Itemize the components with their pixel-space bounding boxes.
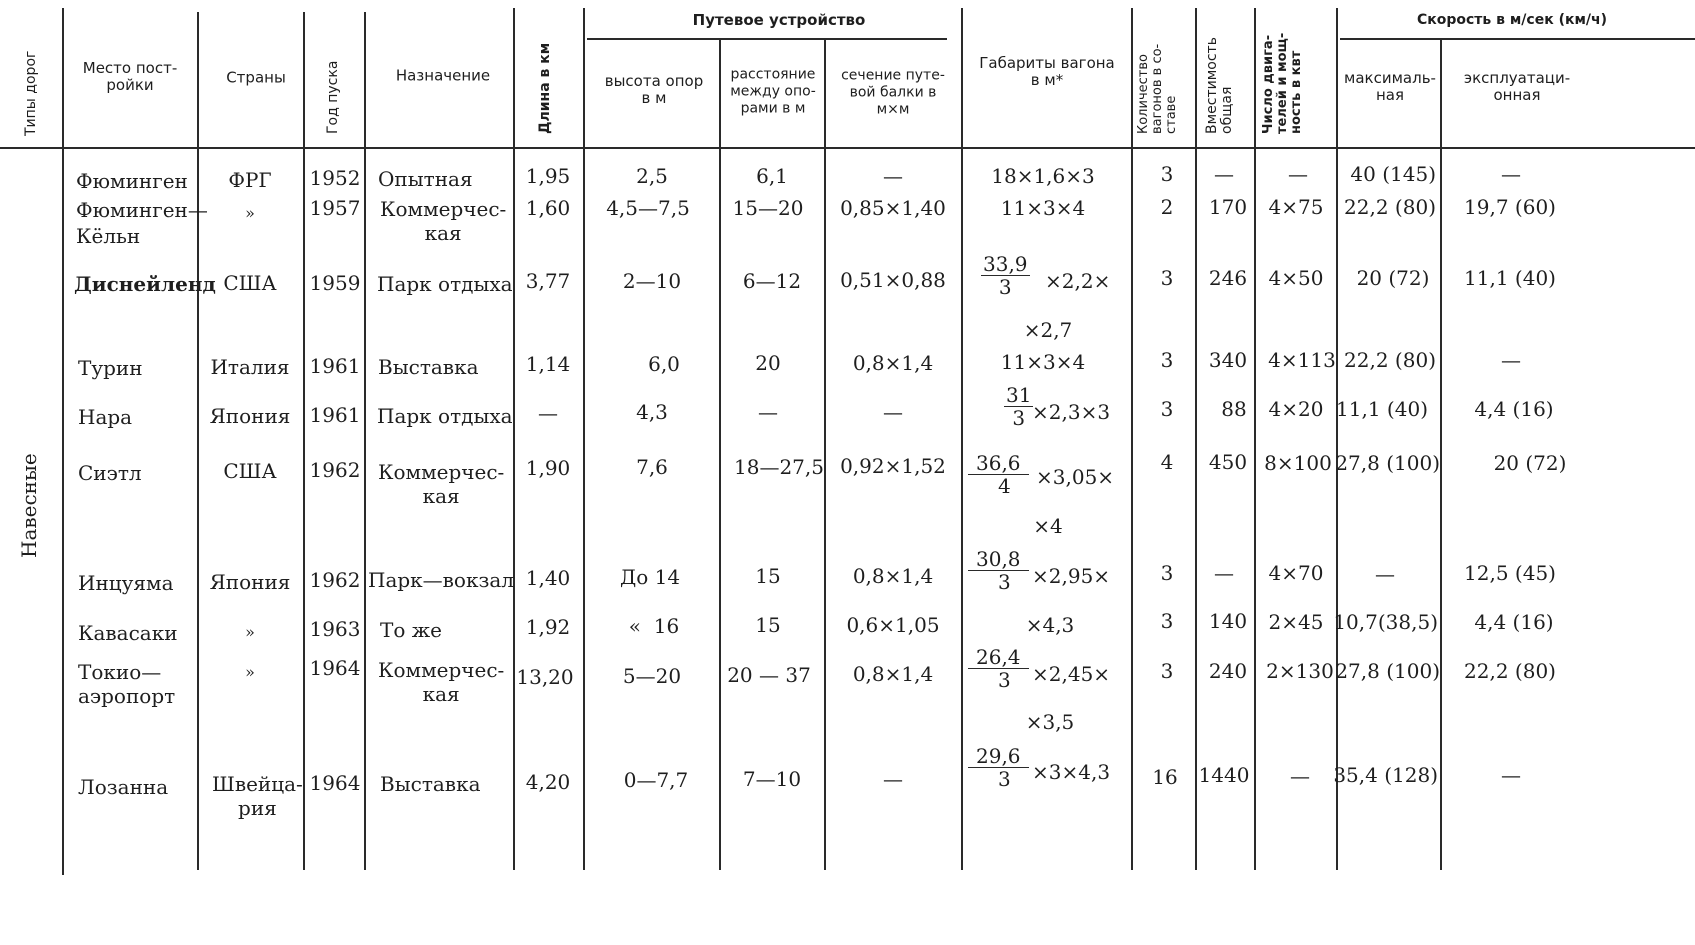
header-purpose: Назначение [395,66,491,85]
cell-dims-cont: ×2,7 [1023,318,1073,342]
cell-year: 1963 [309,617,361,641]
cell-cars: 3 [1160,266,1174,290]
cell-dims-cont: ×4,3 [1025,613,1075,637]
cell-vmax: 22,2 (80) [1344,348,1436,372]
cell-section: 0,51×0,88 [840,268,946,292]
rule-v-cars [1195,8,1197,870]
cell-length: 1,90 [525,456,571,480]
rule-h-speed-group [1340,38,1695,40]
cell-voper: 4,4 (16) [1474,397,1554,421]
cell-motors: 2×130 [1266,659,1334,683]
cell-motors: 4×20 [1268,397,1324,421]
cell-height: 2—10 [622,269,682,293]
cell-purpose: Парк отдыха [377,272,513,296]
cell-section: 0,85×1,40 [840,196,946,220]
cell-dims: 18×1,6×3 [991,164,1095,188]
cell-country: Япония [209,570,291,594]
cell-purpose: То же [380,618,442,642]
cell-place: Турин [78,356,143,380]
cell-motors: 8×100 [1264,451,1332,475]
cell-place: Лозанна [78,775,169,799]
cell-place: Инцуяма [78,571,174,595]
cell-voper: 12,5 (45) [1464,561,1556,585]
cell-spacing: 20 [755,351,781,375]
cell-country: ФРГ [228,168,272,192]
cell-purpose: Коммерчес- кая [378,460,505,508]
cell-cars: 3 [1160,348,1174,372]
cell-cars: 3 [1160,397,1174,421]
cell-capacity: 88 [1221,397,1247,421]
cell-voper: — [1501,763,1521,787]
cell-vmax: 40 (145) [1350,162,1436,186]
cell-year: 1962 [309,568,361,592]
cell-dims-cont: ×4 [1033,514,1063,538]
header-place: Место пост- ройки [82,59,178,94]
cell-length: 13,20 [516,665,574,689]
cell-country: США [223,459,277,483]
header-year: Год пуска [325,60,341,134]
header-support-height: высота опор в м [604,72,704,107]
cell-purpose: Парк отдыха [377,404,513,428]
rule-v-section [961,8,963,870]
cell-capacity: 170 [1208,195,1248,219]
cell-dims-fraction [968,548,1029,593]
cell-capacity: — [1214,162,1234,186]
fraction-numerator: 26,4 [968,646,1029,669]
cell-capacity: 1440 [1198,763,1250,787]
rule-v-types [62,8,64,875]
cell-year: 1961 [309,403,361,427]
cell-year: 1961 [309,354,361,378]
cell-motors: — [1288,162,1308,186]
cell-vmax: 22,2 (80) [1344,195,1436,219]
cell-capacity: 340 [1208,348,1248,372]
cell-year: 1962 [309,458,361,482]
header-car-dims: Габариты вагона в м* [979,54,1115,89]
cell-country: » [245,662,255,682]
cell-dims-tail: ×2,95× [1032,564,1111,588]
rule-v-motors [1336,8,1338,870]
cell-spacing: 15—20 [732,196,804,220]
cell-cars: 3 [1160,659,1174,683]
cell-purpose: Выставка [378,355,479,379]
cell-place: Кавасаки [78,621,178,645]
header-motors: Число двига- телей и мощ- ность в квт [1261,32,1304,134]
cell-voper: 20 (72) [1493,451,1567,475]
fraction-numerator: 30,8 [968,548,1029,571]
cell-capacity: 450 [1208,450,1248,474]
cell-dims-fraction [968,452,1029,497]
header-beam-section: сечение путе- вой балки в м×м [841,67,945,118]
cell-height: « 16 [628,614,680,638]
cell-place: Нара [78,405,133,429]
cell-section: 0,8×1,4 [852,351,934,375]
fraction-denominator: 4 [998,474,1011,498]
cell-section: 0,8×1,4 [852,662,934,686]
cell-height: 5—20 [622,664,682,688]
cell-spacing: 6—12 [742,269,802,293]
cell-place: Фюминген— Кёльн [76,198,208,248]
cell-place: Фюминген [76,169,188,193]
cell-section: — [883,767,903,791]
cell-length: 3,77 [525,269,571,293]
cell-motors: 4×50 [1268,266,1324,290]
cell-section: — [883,400,903,424]
cell-dims-tail: ×3,05× [1036,465,1115,489]
cell-country: » [245,622,255,642]
cell-spacing: 20 — 37 [727,663,811,687]
cell-country: Швейца- рия [212,772,303,820]
cell-motors: 2×45 [1268,610,1324,634]
cell-dims-fraction [968,745,1029,790]
cell-height: До 14 [619,565,681,589]
header-track-group: Путевое устройство [692,11,866,29]
fraction-numerator: 33,9 [983,252,1028,276]
cell-height: 4,3 [636,400,668,424]
cell-dims-fraction [1004,384,1033,429]
cell-height: 4,5—7,5 [606,196,690,220]
cell-dims-cont: ×3,5 [1025,710,1075,734]
cell-motors: 4×75 [1268,195,1324,219]
cell-cars: 3 [1160,609,1174,633]
cell-country: » [245,203,255,223]
cell-vmax: 20 (72) [1356,266,1430,290]
cell-capacity: 240 [1208,659,1248,683]
fraction-denominator: 3 [998,668,1011,692]
rule-v-dims [1131,8,1133,870]
cell-cars: 2 [1160,195,1174,219]
rule-v-capacity [1254,8,1256,870]
cell-length: — [538,401,558,425]
cell-year: 1964 [309,771,361,795]
rule-v-purpose [513,8,515,870]
cell-vmax: 10,7(38,5) [1333,610,1438,634]
cell-dims: 11×3×4 [1000,196,1086,220]
cell-section: 0,6×1,05 [846,613,940,637]
cell-length: 1,40 [525,566,571,590]
header-speed-group: Скорость в м/сек (км/ч) [1416,12,1608,28]
header-speed-max: максималь- ная [1344,69,1436,104]
cell-dims-tail: ×2,3×3 [1032,400,1111,424]
cell-length: 1,14 [525,352,571,376]
header-capacity: Вместимость общая [1204,37,1235,134]
cell-spacing: — [758,400,778,424]
cell-length: 1,95 [525,164,571,188]
cell-section: 0,92×1,52 [840,454,946,478]
cell-voper: 11,1 (40) [1464,266,1556,290]
rule-h-track-group [587,38,947,40]
cell-voper: 22,2 (80) [1464,659,1556,683]
fraction-numerator: 36,6 [968,452,1029,475]
cell-voper: 4,4 (16) [1474,610,1554,634]
cell-vmax: 27,8 (100) [1335,451,1440,475]
cell-height: 2,5 [636,164,668,188]
cell-year: 1952 [309,166,361,190]
cell-capacity: — [1214,561,1234,585]
cell-voper: 19,7 (60) [1464,195,1556,219]
cell-country: Италия [210,355,290,379]
rule-v-speed [1440,40,1442,870]
rule-v-place [197,12,199,870]
rule-v-length [583,8,585,870]
cell-purpose: Коммерчес- кая [380,197,507,245]
cell-length: 4,20 [525,770,571,794]
cell-year: 1957 [309,196,361,220]
cell-height: 7,6 [636,455,668,479]
road-type-label: Навесные [17,453,41,558]
cell-purpose: Выставка [380,772,481,796]
fraction-denominator: 3 [998,767,1011,791]
cell-cars: 16 [1152,765,1178,789]
rule-v-height [719,40,721,870]
cell-motors: 4×70 [1268,561,1324,585]
cell-dims-fraction [968,646,1029,691]
cell-vmax: 35,4 (128) [1333,763,1438,787]
cell-height: 6,0 [648,352,680,376]
cell-motors: 4×113 [1268,348,1336,372]
cell-length: 1,60 [525,196,571,220]
cell-spacing: 6,1 [756,164,788,188]
header-types: Типы дорог [23,50,39,136]
cell-cars: 3 [1160,162,1174,186]
cell-country: Япония [209,404,291,428]
cell-spacing: 7—10 [742,767,802,791]
cell-capacity: 140 [1208,609,1248,633]
cell-vmax: — [1375,562,1395,586]
fraction-denominator: 3 [1012,406,1026,430]
cell-motors: — [1290,764,1310,788]
cell-place: Сиэтл [78,461,142,485]
cell-dims-tail: ×2,45× [1032,662,1111,686]
rule-v-spacing [824,40,826,870]
cell-purpose: Опытная [378,167,473,191]
cell-voper: — [1501,162,1521,186]
cell-dims-fraction [981,253,1030,298]
header-speed-oper: эксплуатаци- онная [1463,69,1571,104]
fraction-denominator: 3 [998,570,1011,594]
cell-place: Токио— аэропорт [78,660,176,708]
cell-height: 0—7,7 [623,768,689,792]
cell-year: 1959 [309,271,361,295]
cell-section: — [883,164,903,188]
cell-purpose: Парк—вокзал [368,568,515,592]
cell-spacing: 15 [755,564,781,588]
header-support-spacing: расстояние между опо- рами в м [730,66,816,117]
cell-place: Диснейленд [74,272,216,296]
rule-v-country [303,12,305,870]
fraction-denominator: 3 [998,275,1012,299]
cell-spacing: 18—27,5 [734,455,824,479]
cell-vmax: 27,8 (100) [1335,659,1440,683]
cell-capacity: 246 [1208,266,1248,290]
cell-cars: 4 [1160,450,1174,474]
rule-v-year [364,12,366,870]
cell-length: 1,92 [525,615,571,639]
cell-country: США [223,271,277,295]
cell-vmax: 11,1 (40) [1336,397,1428,421]
cell-purpose: Коммерчес- кая [378,658,505,706]
fraction-numerator: 29,6 [968,745,1029,768]
cell-dims-tail: ×3×4,3 [1032,760,1111,784]
fraction-numerator: 31 [1006,383,1032,407]
cell-year: 1964 [309,656,361,680]
cell-voper: — [1501,348,1521,372]
cell-section: 0,8×1,4 [852,564,934,588]
header-country: Страны [226,68,286,87]
cell-cars: 3 [1160,561,1174,585]
header-length: Длина в км [537,42,553,134]
header-cars-count: Количество вагонов в со- ставе [1136,43,1179,134]
cell-dims-tail: ×2,2× [1045,269,1111,293]
cell-spacing: 15 [755,613,781,637]
rule-h-header-bottom [0,147,1695,149]
cell-dims: 11×3×4 [1000,350,1086,374]
